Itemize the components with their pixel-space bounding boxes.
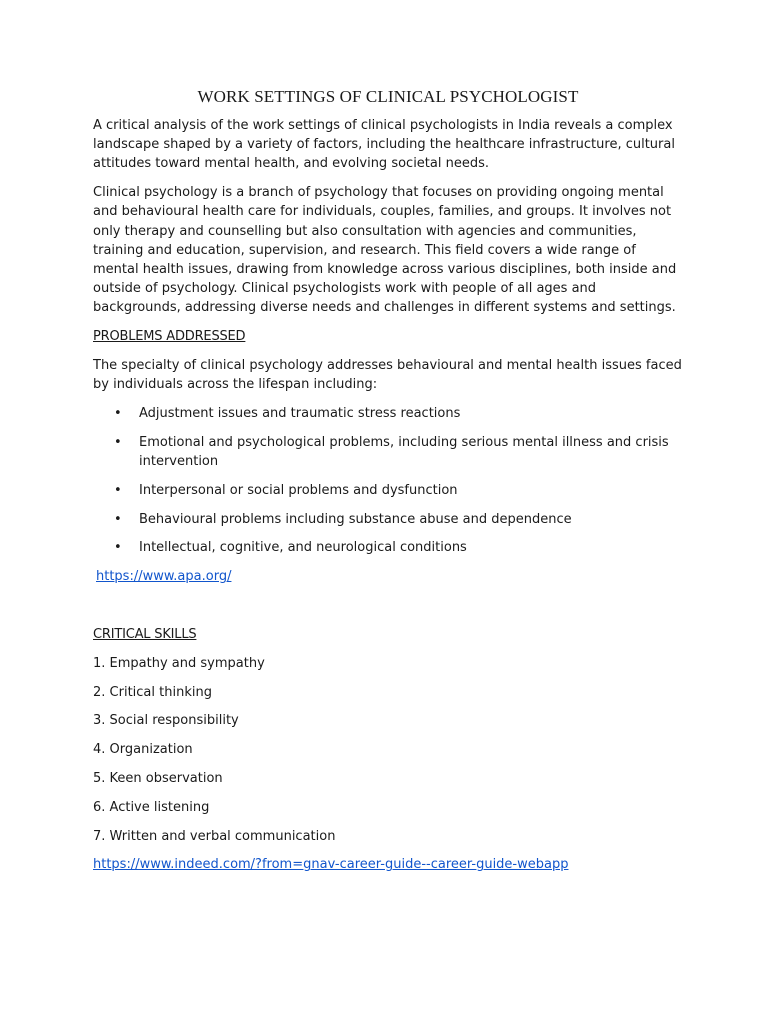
intro-paragraph: A critical analysis of the work settings of clinical psychologists in India reveals a complex landscape shaped by a variety of factors, including the healthcare infrastructure, cultural attitudes toward mental health, and evolving societal needs.: [93, 118, 675, 172]
skills-list: [93, 654, 683, 846]
problems-list-item: [93, 510, 683, 529]
problems-item-text: Behavioural problems including substance abuse and dependence: [139, 511, 572, 527]
bullet-icon: •: [114, 482, 122, 498]
section-spacer: [93, 596, 683, 625]
definition-paragraph: Clinical psychology is a branch of psychology that focuses on providing ongoing mental and behavioural health care for individuals, couples, families, and groups. It involves not only therapy and counselling but also consultation with agencies and communities, training and education, supervision, and research. This field covers a wide range of mental health issues, drawing from knowledge across various disciplines, both inside and outside of psychology. Clinical psychologists work with people of all ages and backgrounds, addressing diverse needs and challenges in different systems and settings.: [93, 185, 677, 316]
skills-list-item: 3. Social responsibility: [93, 713, 239, 729]
bullet-icon: •: [114, 406, 122, 422]
problems-list: [93, 404, 683, 558]
problems-lead-paragraph: The specialty of clinical psychology addresses behavioural and mental health issues faced by individuals across the lifespan including:: [93, 358, 682, 393]
problems-item-text: Interpersonal or social problems and dysfunction: [139, 482, 458, 498]
skills-list-item: 2. Critical thinking: [93, 684, 212, 700]
problems-list-item: [93, 404, 683, 423]
problems-list-item: [93, 538, 683, 557]
skills-list-item: 5. Keen observation: [93, 770, 223, 786]
indeed-source-link[interactable]: https://www.indeed.com/?from=gnav-career-guide--career-guide-webapp: [93, 857, 569, 873]
problems-item-text: Adjustment issues and traumatic stress reactions: [139, 406, 461, 422]
problems-item-text: Emotional and psychological problems, including serious mental illness and crisis intervention: [139, 434, 669, 470]
bullet-icon: •: [114, 511, 122, 527]
bullet-icon: •: [114, 540, 122, 556]
skills-list-item: 7. Written and verbal communication: [93, 828, 336, 844]
skills-list-item: 4. Organization: [93, 742, 193, 758]
document-body: [93, 86, 683, 875]
problems-list-item: [93, 433, 683, 471]
problems-heading: PROBLEMS ADDRESSED: [93, 329, 246, 345]
skills-heading: CRITICAL SKILLS: [93, 627, 197, 642]
problems-list-item: [93, 481, 683, 500]
bullet-icon: •: [114, 434, 122, 450]
document-title: WORK SETTINGS OF CLINICAL PSYCHOLOGIST: [197, 87, 579, 106]
problems-item-text: Intellectual, cognitive, and neurological conditions: [139, 540, 467, 556]
apa-source-link[interactable]: https://www.apa.org/: [96, 569, 232, 585]
skills-list-item: 6. Active listening: [93, 799, 210, 815]
skills-list-item: 1. Empathy and sympathy: [93, 655, 265, 671]
